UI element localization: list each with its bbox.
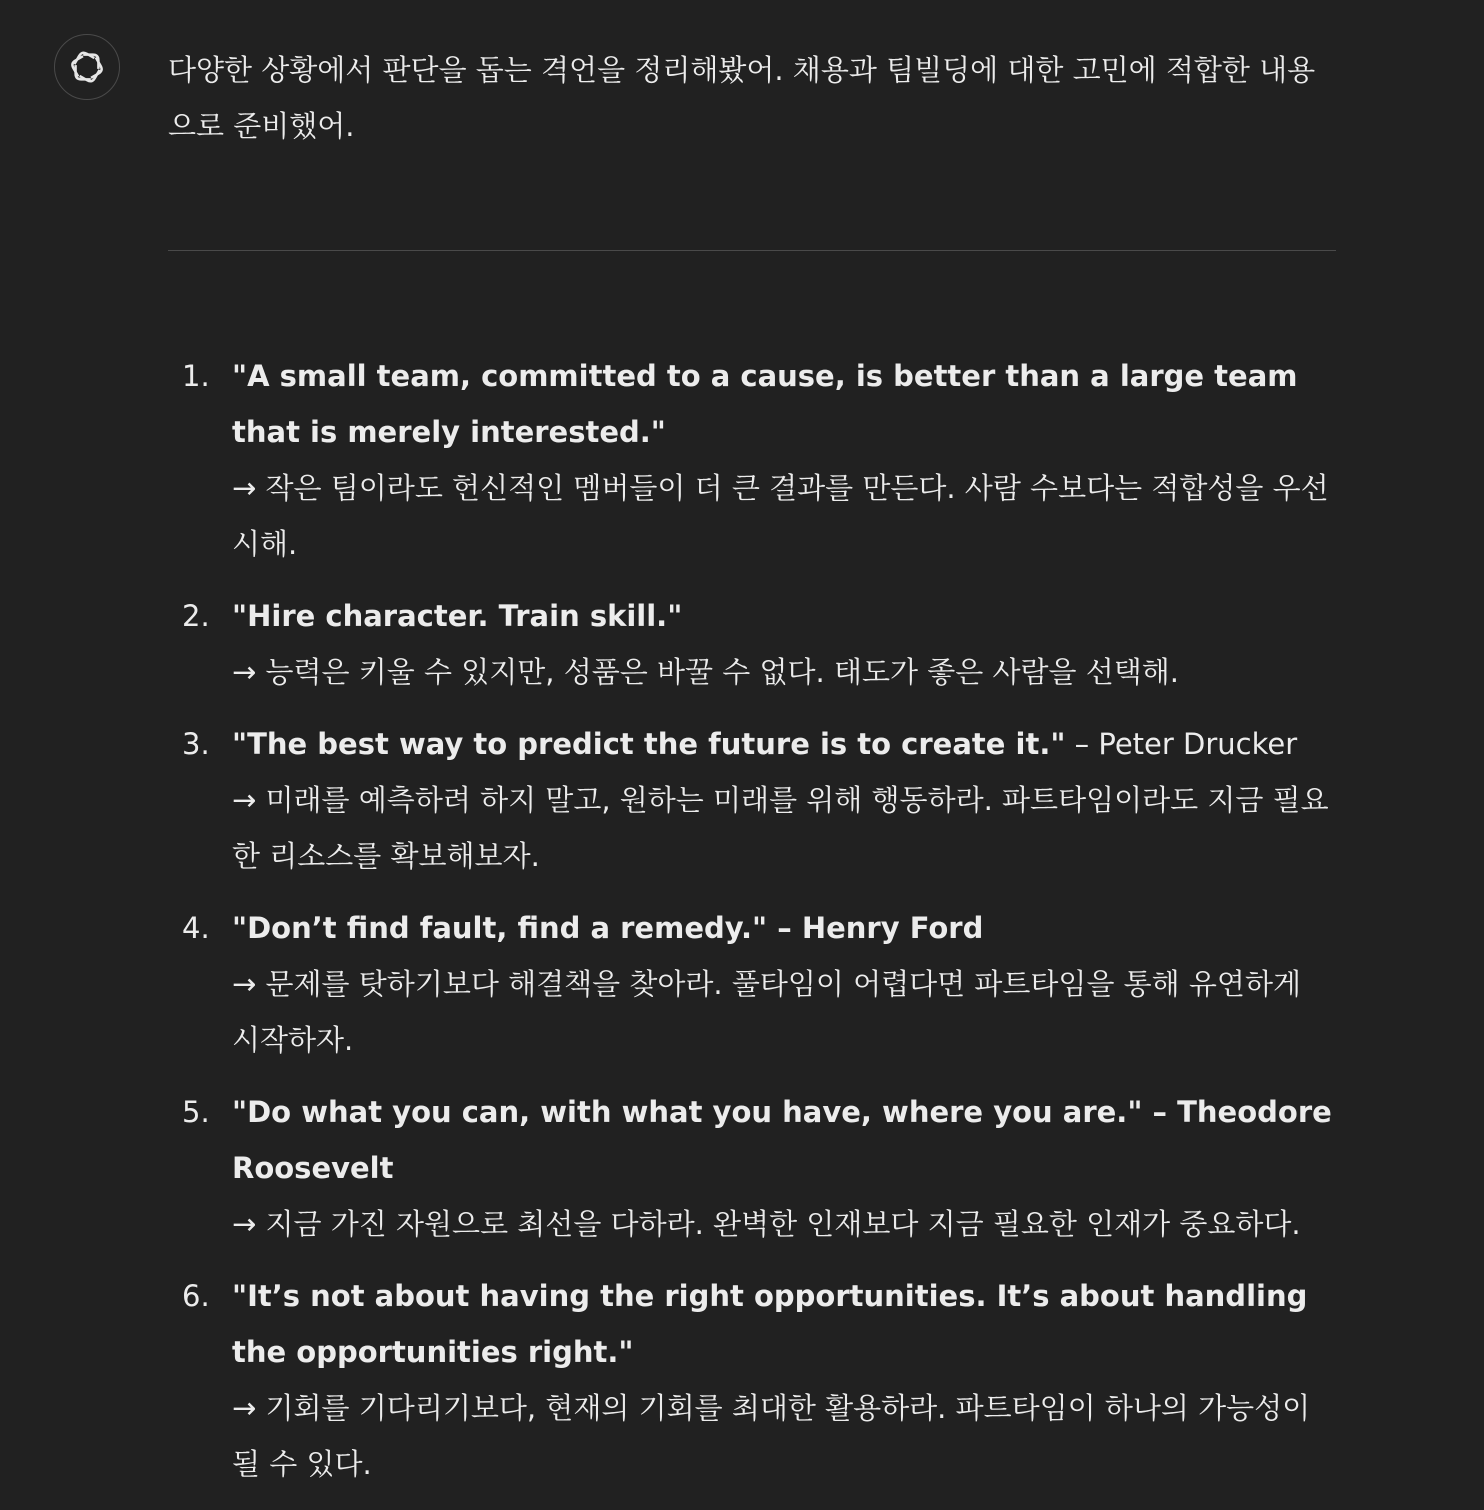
explanation-line: [232, 1196, 1338, 1252]
explanation-text: 능력은 키울 수 있지만, 성품은 바꿀 수 없다. 태도가 좋은 사람을 선택해.: [265, 655, 1179, 689]
quote-line: [232, 900, 1338, 956]
list-item: [168, 348, 1338, 572]
arrow-icon: →: [232, 783, 257, 817]
openai-logo-icon: [68, 48, 106, 86]
explanation-line: [232, 460, 1338, 572]
list-item: [168, 716, 1338, 884]
quote-line: [232, 1084, 1338, 1196]
explanation-text: 문제를 탓하기보다 해결책을 찾아라. 풀타임이 어렵다면 파트타임을 통해 유연하게 시작하자.: [232, 967, 1301, 1057]
quote-text: "Hire character. Train skill.": [232, 599, 683, 633]
explanation-line: [232, 956, 1338, 1068]
explanation-line: [232, 772, 1338, 884]
list-item: [168, 900, 1338, 1068]
list-item: [168, 1268, 1338, 1492]
arrow-icon: →: [232, 967, 257, 1001]
list-number: 6.: [182, 1279, 210, 1313]
quote-line: [232, 588, 1338, 644]
quote-author: – Theodore Roosevelt: [232, 1095, 1332, 1185]
quote-line: [232, 1268, 1338, 1380]
quote-list: [168, 348, 1338, 1508]
quote-text: "It’s not about having the right opportunities. It’s about handling the opportunities right.": [232, 1279, 1308, 1369]
arrow-icon: →: [232, 1207, 257, 1241]
arrow-icon: →: [232, 471, 257, 505]
list-number: 4.: [182, 911, 210, 945]
section-divider: [168, 250, 1336, 251]
list-number: 3.: [182, 727, 210, 761]
list-item: [168, 588, 1338, 700]
quote-text: "Don’t find fault, find a remedy.": [232, 911, 768, 945]
list-number: 2.: [182, 599, 210, 633]
explanation-text: 미래를 예측하려 하지 말고, 원하는 미래를 위해 행동하라. 파트타임이라도 지금 필요한 리소스를 확보해보자.: [232, 783, 1329, 873]
explanation-line: [232, 1380, 1338, 1492]
list-number: 1.: [182, 359, 210, 393]
list-item: [168, 1084, 1338, 1252]
explanation-text: 작은 팀이라도 헌신적인 멤버들이 더 큰 결과를 만든다. 사람 수보다는 적합성을 우선시해.: [232, 471, 1329, 561]
quote-line: [232, 716, 1338, 772]
assistant-intro-text: 다양한 상황에서 판단을 돕는 격언을 정리해봤어. 채용과 팀빌딩에 대한 고민에 적합한 내용으로 준비했어.: [168, 53, 1316, 143]
quote-text: "Do what you can, with what you have, where you are.": [232, 1095, 1143, 1129]
arrow-icon: →: [232, 655, 257, 689]
quote-line: [232, 348, 1338, 460]
list-number: 5.: [182, 1095, 210, 1129]
quote-author: – Henry Ford: [767, 911, 984, 945]
explanation-text: 기회를 기다리기보다, 현재의 기회를 최대한 활용하라. 파트타임이 하나의 가능성이 될 수 있다.: [232, 1391, 1311, 1481]
explanation-line: [232, 644, 1338, 700]
assistant-avatar: [54, 34, 120, 100]
quote-text: "The best way to predict the future is to create it.": [232, 727, 1066, 761]
explanation-text: 지금 가진 자원으로 최선을 다하라. 완벽한 인재보다 지금 필요한 인재가 중요하다.: [265, 1207, 1301, 1241]
quote-author: – Peter Drucker: [1065, 727, 1298, 761]
quote-text: "A small team, committed to a cause, is better than a large team that is merely interested.": [232, 359, 1298, 449]
arrow-icon: →: [232, 1391, 257, 1425]
